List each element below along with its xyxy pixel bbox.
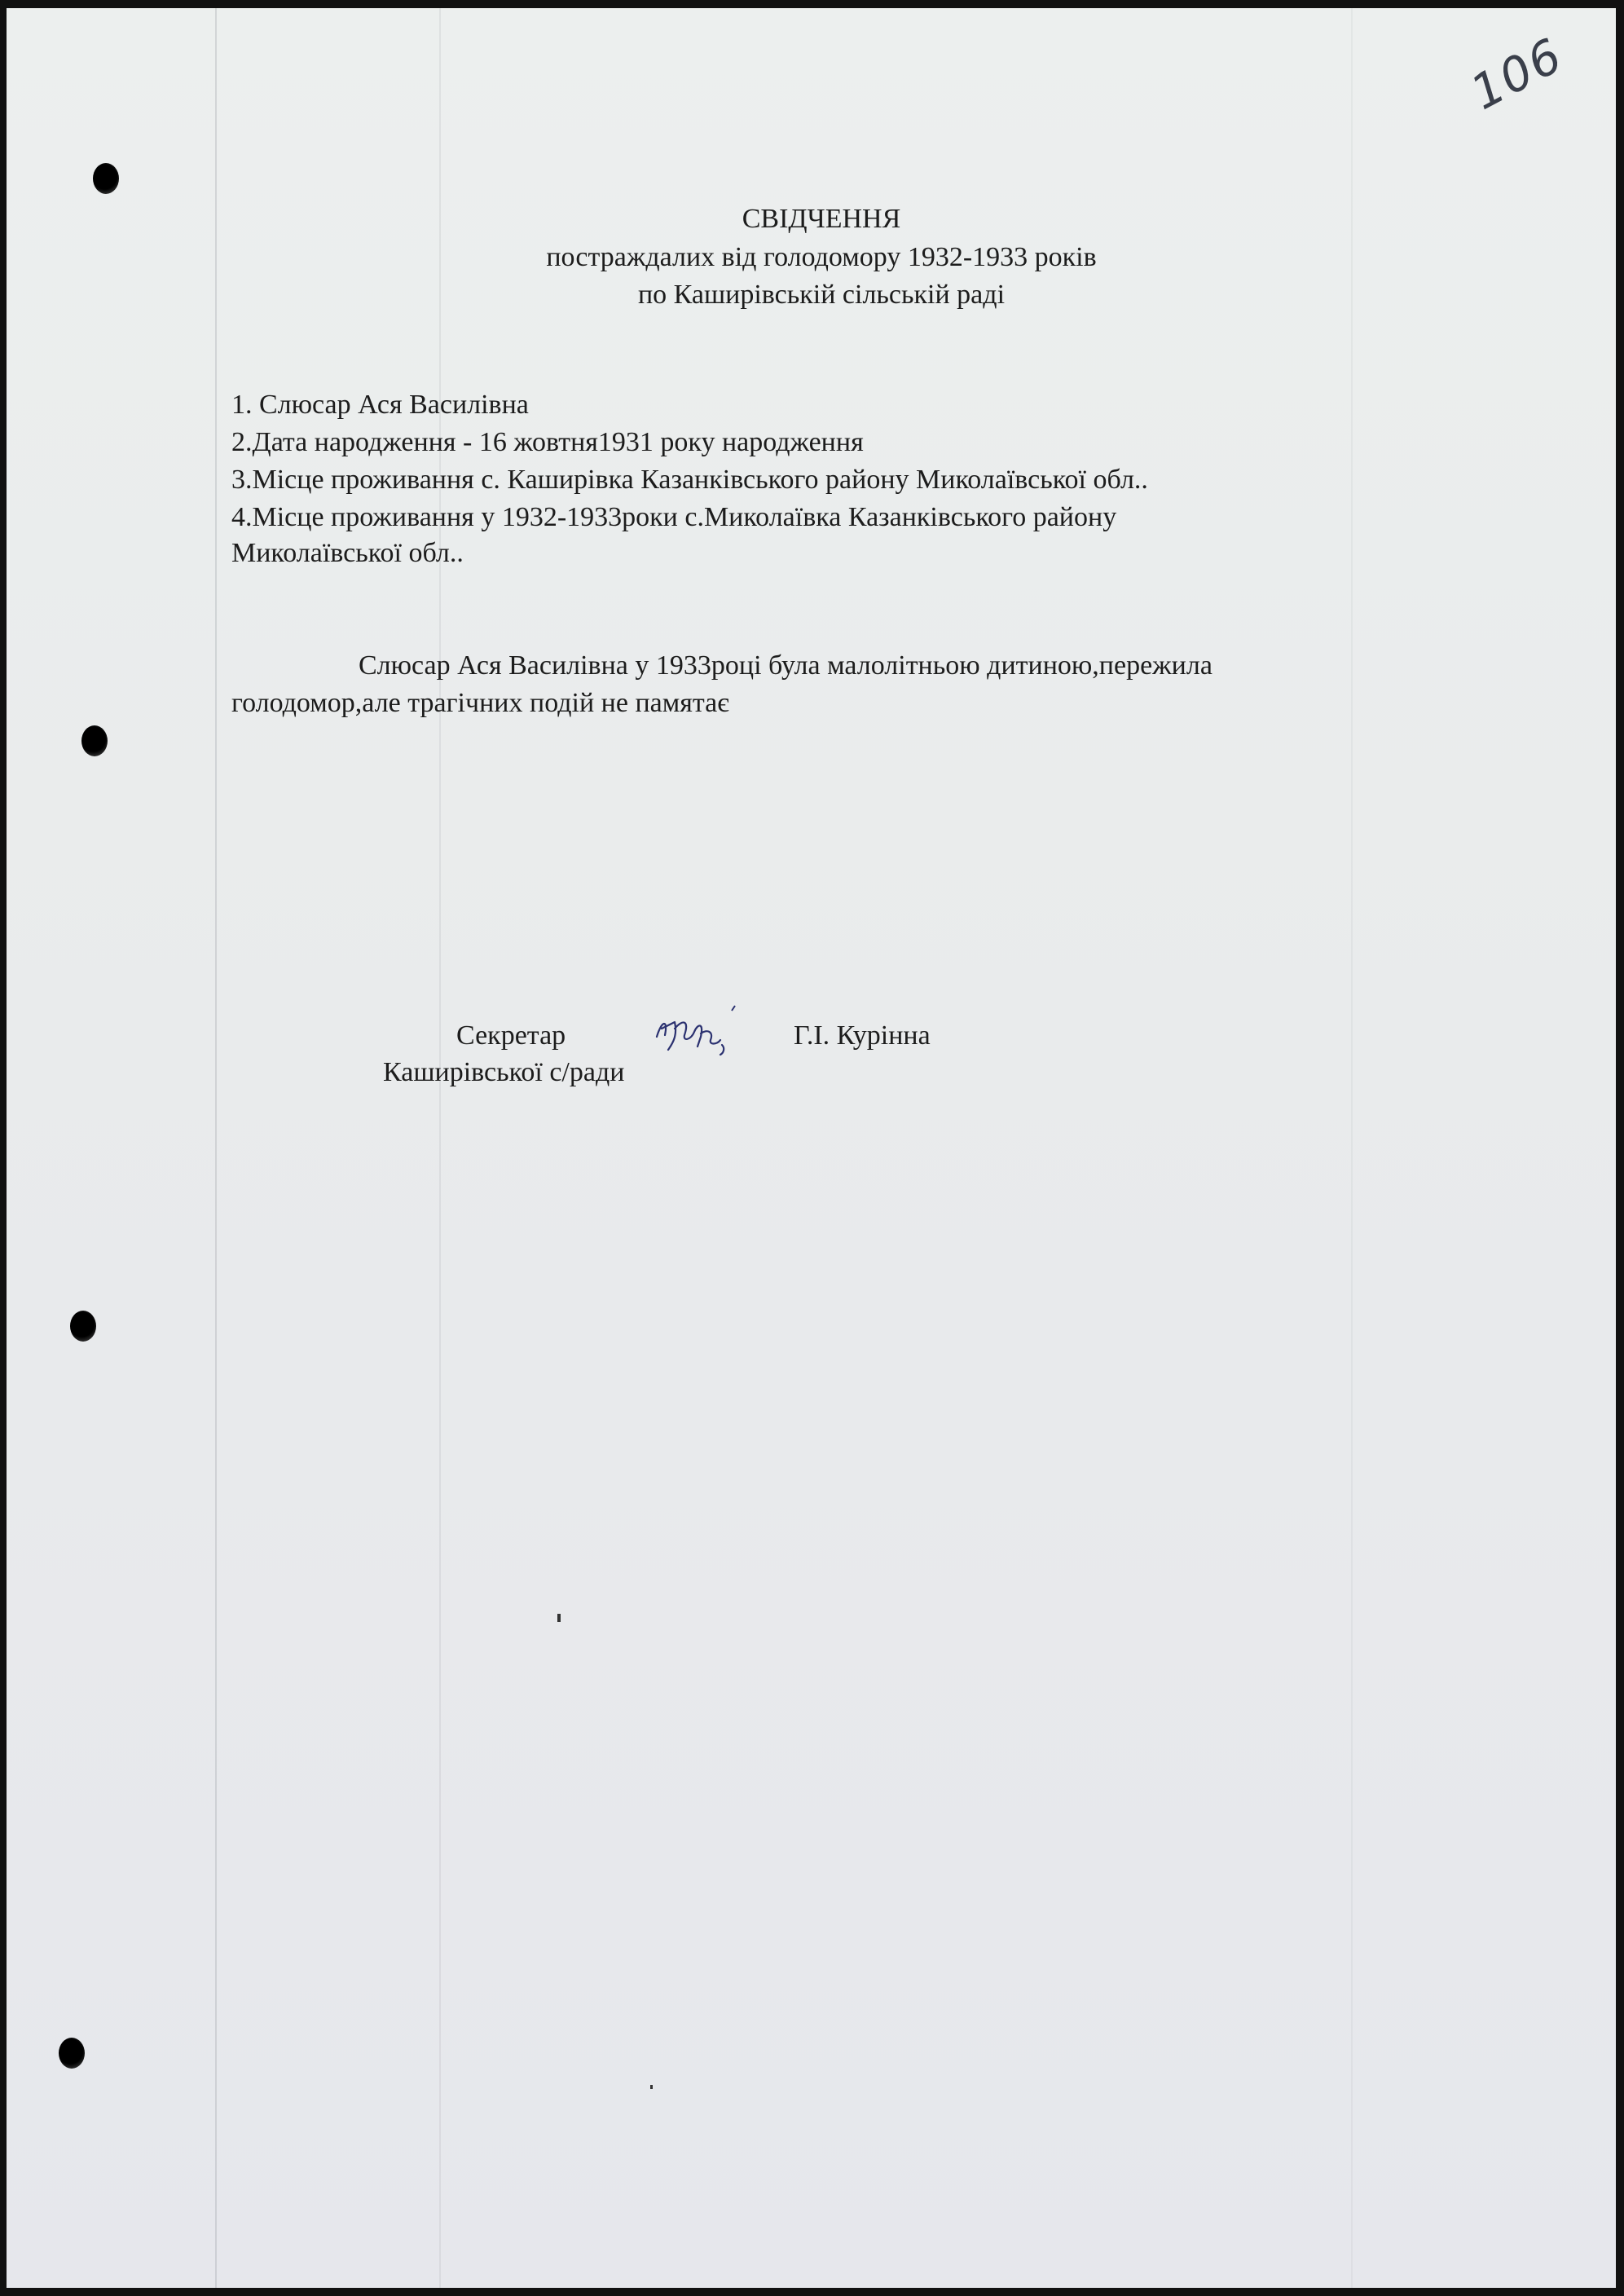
item-residence: 3.Місце проживання с. Каширівка Казанківського району Миколаївської обл.. (231, 465, 1148, 495)
punch-hole (70, 1311, 96, 1342)
punch-hole (81, 725, 108, 756)
statement-paragraph-continued: голодомор,але трагічних подій не памятає (231, 688, 729, 718)
signatory-title: Секретар (456, 1020, 566, 1051)
punch-hole (93, 163, 119, 194)
fold-line (1351, 8, 1353, 2288)
fold-line (215, 8, 217, 2288)
item-name: 1. Слюсар Ася Василівна (231, 390, 529, 420)
statement-paragraph: Слюсар Ася Василівна у 1933році була малолітньою дитиною,пережила (359, 650, 1212, 681)
document-title: СВІДЧЕННЯ (742, 204, 901, 234)
document-subtitle: постраждалих від голодомору 1932-1933 років (546, 242, 1097, 272)
speck (557, 1614, 561, 1622)
item-residence-1932-1933: 4.Місце проживання у 1932-1933роки с.Миколаївка Казанківського району (231, 502, 1117, 532)
signatory-name: Г.І. Курінна (794, 1020, 931, 1051)
fold-line (439, 8, 441, 2288)
handwritten-page-number: 106 (1462, 27, 1573, 121)
punch-hole (59, 2038, 85, 2069)
item-birth-date: 2.Дата народження - 16 жовтня1931 року народження (231, 427, 864, 457)
item-residence-1932-1933-continued: Миколаївської обл.. (231, 538, 464, 568)
document-subtitle-council: по Каширівській сільській раді (637, 280, 1006, 310)
document-page (7, 8, 1616, 2288)
handwritten-signature (650, 1004, 748, 1061)
speck (650, 2085, 653, 2089)
signatory-organization: Каширівської с/ради (383, 1057, 625, 1087)
